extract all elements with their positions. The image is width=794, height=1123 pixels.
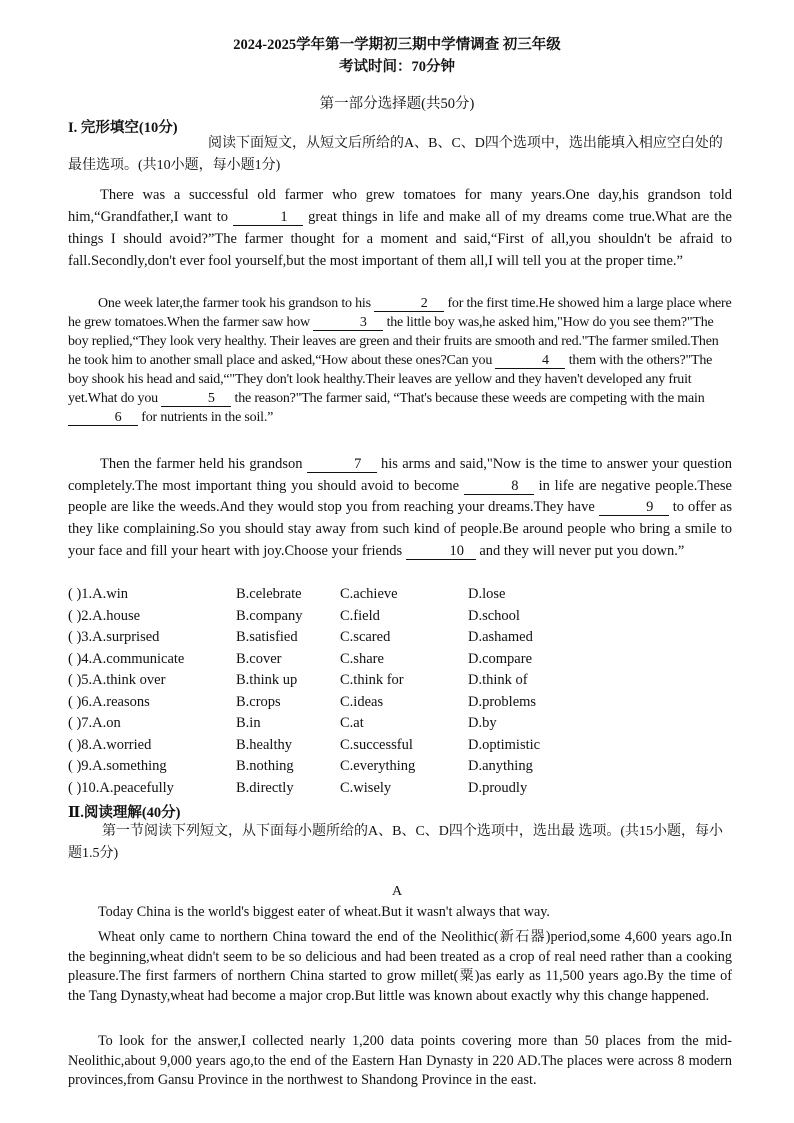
passage-text: One week later,the farmer took his grandson to his <box>98 296 375 311</box>
blank-6: 6 <box>68 410 138 426</box>
section1-instruction: 阅读下面短文，从短文后所给的A、B、C、D四个选项中，选出能填入相应空白处的最佳选项。(共10小题，每小题1分) <box>68 136 723 173</box>
passage-text: the little boy was,he asked him,"How do you see them?"The boy replied,“They look very healthy. Their leaves are green and their fruits are smooth and red."The farmer smiled.Then he took him to another small place and asked,“How about these ones?Can you <box>68 315 719 368</box>
option-4-C: C.share <box>340 650 384 667</box>
passage-a-paragraph-3: To look for the answer,I collected nearly 1,200 data points covering more than 50 places from the mid-Neolithic,about 9,000 years ago,to the end of the Eastern Han Dynasty in 220 AD.The places were across 8 modern provinces,from Gansu Province in the northwest to Shandong Province in the east. <box>68 1033 732 1088</box>
passage-text: There was a successful old farmer who grew tomatoes for many years.One day,his grandson told him,“Grandfather,I want to <box>68 187 732 225</box>
passage-text: in life are negative people.These people are like the weeds.And they would stop you from reaching your dreams.They have <box>68 477 732 516</box>
option-9-B: B.nothing <box>236 758 294 774</box>
blank-8: 8 <box>464 479 534 495</box>
option-6-B: B.crops <box>236 693 281 710</box>
option-4-B: B.cover <box>236 650 282 667</box>
option-3-D: D.ashamed <box>468 629 533 645</box>
option-row-3 <box>68 629 732 650</box>
option-row-10 <box>68 780 732 801</box>
option-9-A: ( )9.A.something <box>68 758 167 774</box>
option-row-7 <box>68 715 732 736</box>
option-row-1 <box>68 586 732 607</box>
option-2-B: B.company <box>236 607 303 624</box>
option-row-4 <box>68 651 732 672</box>
blank-7: 7 <box>307 457 377 473</box>
blank-10: 10 <box>406 544 476 560</box>
option-1-D: D.lose <box>468 586 506 602</box>
option-9-D: D.anything <box>468 758 533 774</box>
passage-text: great things in life and make all of my dreams come true.What are the things I should avoid?”The farmer thought for a moment and said,“First of all,you shouldn't be afraid to fall.Secondly,don't ever fool yourself,but the most important of them all,I will tell you at the proper time.” <box>68 209 732 269</box>
passage-text: for the first time.He showed him a large place where he grew tomatoes.When the farmer saw how <box>68 296 732 330</box>
option-7-D: D.by <box>468 715 497 731</box>
passage-text: and they will never put you down.” <box>475 542 685 559</box>
section1-heading: I. 完形填空(10分) <box>68 120 178 136</box>
passage-text: for nutrients in the soil.” <box>138 410 274 425</box>
option-5-C: C.think for <box>340 672 404 688</box>
exam-title: 2024-2025学年第一学期初三期中学情调查 初三年级 <box>233 37 561 53</box>
passage1-paragraph-1 <box>68 184 732 272</box>
option-8-C: C.successful <box>340 736 413 753</box>
option-6-D: D.problems <box>468 693 537 710</box>
exam-time: 考试时间：70分钟 <box>339 59 455 75</box>
option-1-C: C.achieve <box>340 586 398 602</box>
option-3-C: C.scared <box>340 629 391 645</box>
option-7-C: C.at <box>340 715 364 731</box>
option-6-A: ( )6.A.reasons <box>68 693 150 710</box>
option-row-5 <box>68 672 732 693</box>
option-2-C: C.field <box>340 607 380 624</box>
option-8-A: ( )8.A.worried <box>68 736 152 753</box>
passage1-paragraph-3 <box>68 454 732 563</box>
option-5-D: D.think of <box>468 672 528 688</box>
passage-text: Then the farmer held his grandson <box>100 456 307 472</box>
option-2-D: D.school <box>468 607 520 624</box>
passage-label: A <box>391 884 403 899</box>
option-row-8 <box>68 737 732 758</box>
option-1-B: B.celebrate <box>236 586 302 602</box>
option-3-A: ( )3.A.surprised <box>68 629 160 645</box>
option-2-A: ( )2.A.house <box>68 607 141 624</box>
option-3-B: B.satisfied <box>236 629 298 645</box>
passage-a-paragraph-1: Today China is the world's biggest eater of wheat.But it wasn't always that way. <box>98 904 550 920</box>
blank-9: 9 <box>599 500 669 516</box>
option-5-B: B.think up <box>236 672 298 688</box>
option-5-A: ( )5.A.think over <box>68 672 166 688</box>
option-10-D: D.proudly <box>468 779 528 796</box>
passage-a-paragraph-2: Wheat only came to northern China toward the end of the Neolithic(新石器)period,some 4,600 years ago.In the beginning,wheat didn't seem to be so delicious and had been treated as a crop of real need rather than a cooking pleasure.The first farmers of northern China started to grow millet(粟)as early as 11,500 years ago.By the time of the Tang Dynasty,wheat had become a major crop.But little was known about exactly why this change happened. <box>68 929 732 1004</box>
blank-2: 2 <box>374 296 444 312</box>
option-8-B: B.healthy <box>236 736 292 753</box>
option-8-D: D.optimistic <box>468 736 541 753</box>
part-one-heading: 第一部分选择题(共50分) <box>319 96 475 112</box>
passage1-paragraph-2 <box>68 294 732 427</box>
blank-3: 3 <box>313 315 383 331</box>
passage-text: his arms and said,"Now is the time to answer your question completely.The most important thing you should avoid to become <box>68 456 732 494</box>
option-row-6 <box>68 694 732 715</box>
option-4-D: D.compare <box>468 650 533 667</box>
option-row-9 <box>68 758 732 779</box>
passage-text: them with the others?"The boy shook his head and said,“"They don't look healthy.Their leaves are yellow and they haven't developed any fruit yet.What do you <box>68 353 713 406</box>
option-6-C: C.ideas <box>340 693 384 710</box>
option-row-2 <box>68 608 732 629</box>
section2-instruction: 第一节阅读下列短文，从下面每小题所给的A、B、C、D四个选项中，选出最 选项。(共15小题，每小题1.5分) <box>68 824 724 861</box>
option-10-B: B.directly <box>236 779 294 796</box>
blank-4: 4 <box>495 353 565 369</box>
blank-5: 5 <box>161 391 231 407</box>
option-9-C: C.everything <box>340 758 416 774</box>
option-1-A: ( )1.A.win <box>68 586 129 602</box>
option-4-A: ( )4.A.communicate <box>68 650 185 667</box>
passage-text: to offer as they like complaining.So you should stay away from such kind of people.Be around people who bring a smile to your face and fill your heart with joy.Choose your friends <box>68 499 732 559</box>
option-7-A: ( )7.A.on <box>68 715 121 731</box>
section2-heading: Ⅱ.阅读理解(40分) <box>68 805 181 821</box>
blank-1: 1 <box>233 210 303 226</box>
option-10-C: C.wisely <box>340 779 392 796</box>
option-7-B: B.in <box>236 715 261 731</box>
passage-text: the reason?"The farmer said, “That's because these weeds are competing with the main <box>231 391 705 406</box>
option-10-A: ( )10.A.peacefully <box>68 779 174 796</box>
